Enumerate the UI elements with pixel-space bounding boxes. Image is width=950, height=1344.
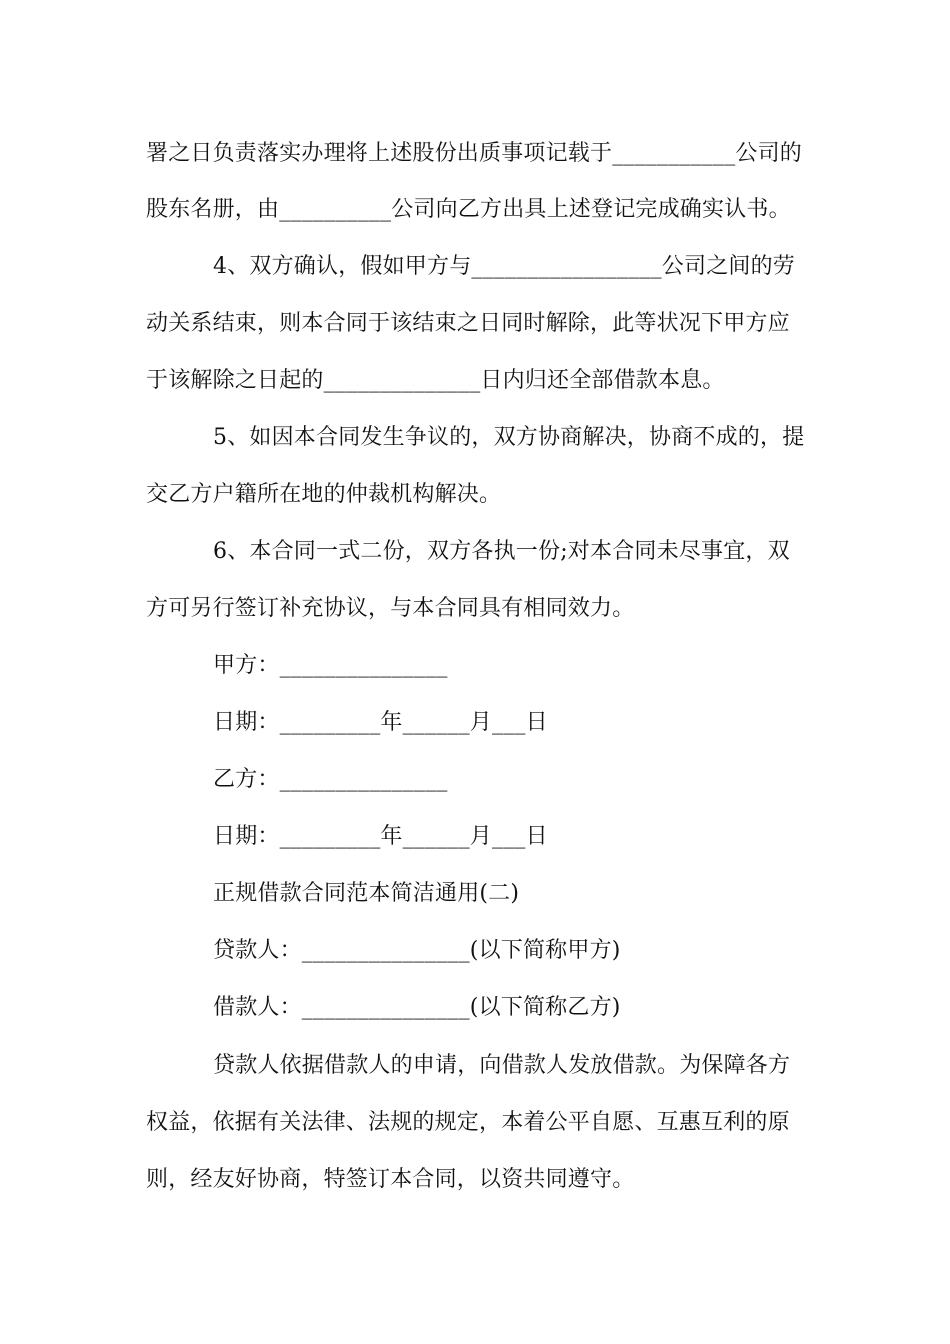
paragraph-line-2: 股东名册，由__________公司向乙方出具上述登记完成确实认书。 bbox=[146, 197, 791, 222]
clause-6-line-2: 方可另行签订补充协议，与本合同具有相同效力。 bbox=[146, 596, 635, 621]
clause-4-line-3: 于该解除之日起的______________日内归还全部借款本息。 bbox=[146, 368, 725, 393]
clause-4-line-2: 动关系结束，则本合同于该结束之日同时解除，此等状况下甲方应 bbox=[146, 311, 790, 336]
party-a-signature-line: 甲方：_______________ bbox=[213, 653, 448, 678]
clause-6-line-1: 6、本合同一式二份，双方各执一份;对本合同未尽事宜，双 bbox=[213, 539, 790, 564]
borrower-line: 借款人：_______________(以下简称乙方) bbox=[213, 995, 621, 1020]
clause-4-line-1: 4、双方确认，假如甲方与_________________公司之间的劳 bbox=[213, 254, 795, 279]
party-b-signature-line: 乙方：_______________ bbox=[213, 767, 448, 792]
party-a-date-line: 日期：_________年______月___日 bbox=[213, 710, 548, 735]
clause-5-line-2: 交乙方户籍所在地的仲裁机构解决。 bbox=[146, 482, 502, 507]
lender-line: 贷款人：_______________(以下简称甲方) bbox=[213, 938, 621, 963]
preamble-line-3: 则，经友好协商，特签订本合同，以资共同遵守。 bbox=[146, 1167, 635, 1192]
preamble-line-1: 贷款人依据借款人的申请，向借款人发放借款。为保障各方 bbox=[213, 1053, 791, 1078]
preamble-line-2: 权益，依据有关法律、法规的规定，本着公平自愿、互惠互利的原 bbox=[146, 1110, 790, 1135]
clause-5-line-1: 5、如因本合同发生争议的，双方协商解决，协商不成的，提 bbox=[213, 425, 805, 450]
paragraph-line-1: 署之日负责落实办理将上述股份出质事项记载于___________公司的 bbox=[146, 141, 803, 166]
section-title: 正规借款合同范本简洁通用(二) bbox=[213, 881, 520, 906]
party-b-date-line: 日期：_________年______月___日 bbox=[213, 824, 548, 849]
